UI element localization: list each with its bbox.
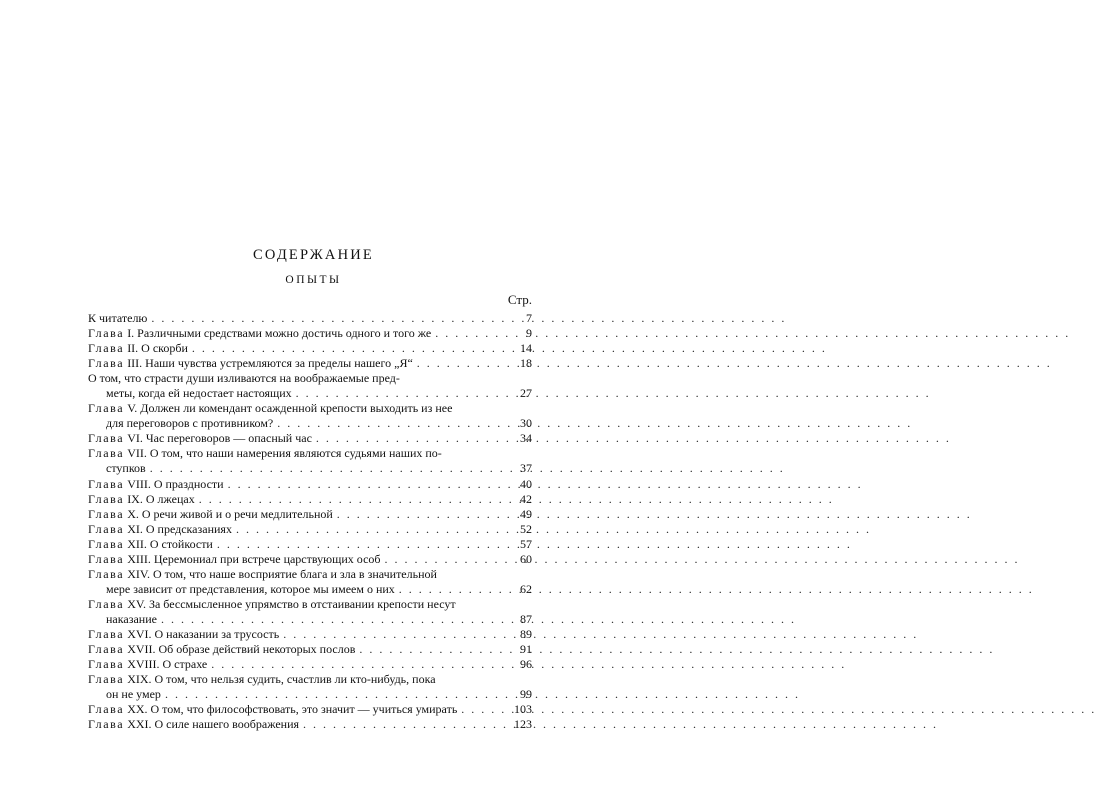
toc-entry-text: Глава II. О скорби (88, 341, 188, 356)
toc-entry (88, 492, 532, 507)
toc-entry-line (88, 477, 532, 492)
toc-entry (88, 597, 532, 627)
toc-entry-text: К читателю (88, 311, 148, 325)
toc-entry-line (88, 431, 532, 446)
toc-entry (88, 446, 532, 476)
dot-leader (457, 702, 502, 717)
toc-entry-page: 40 (520, 476, 532, 491)
dot-leader (273, 416, 502, 431)
toc-entry-text: Глава XIV. О том, что наше восприятие блага и зла в значительной (88, 566, 437, 581)
toc-entry-line (88, 401, 532, 416)
toc-entry-page: 123 (514, 717, 532, 732)
toc-entry (88, 657, 532, 672)
toc-entry (88, 311, 532, 326)
toc-entry-label: Глава (88, 506, 125, 521)
page-column-label: Стр. (507, 292, 532, 307)
dot-leader (213, 537, 502, 552)
dot-leader (279, 627, 502, 642)
toc-entry-line (88, 642, 532, 657)
toc-entry-line (88, 552, 532, 567)
toc-entry-line (88, 582, 532, 597)
dot-leader (312, 431, 502, 446)
toc-title: СОДЕРЖАНИЕ (253, 247, 374, 263)
toc-entry-text: для переговоров с противником? (106, 416, 274, 431)
toc-entry-text: Глава XX. О том, что философствовать, это значит — учиться умирать (88, 702, 458, 717)
toc-entry (88, 627, 532, 642)
toc-entry-label: Глава (88, 717, 125, 732)
toc-entry-line (88, 386, 532, 401)
toc-entry-label: Глава (88, 596, 125, 611)
toc-entry-text: Глава XVIII. О страхе (88, 657, 208, 672)
toc-entry (88, 401, 532, 431)
toc-entry-page: 96 (520, 657, 532, 672)
toc-entry-label: Глава (88, 446, 125, 461)
toc-entry-line (88, 717, 532, 732)
dot-leader (147, 311, 502, 326)
toc-entry-page: 57 (520, 536, 532, 551)
dot-leader (355, 642, 502, 657)
toc-entry-page: 34 (520, 431, 532, 446)
toc-entry-text: Глава III. Наши чувства устремляются за пределы нашего „Я“ (88, 356, 413, 371)
toc-entry-label: Глава (88, 626, 125, 641)
toc-entry-label: Глава (88, 476, 125, 491)
toc-entry-line (88, 507, 532, 522)
toc-entry-page: 89 (520, 626, 532, 641)
dot-leader (188, 341, 502, 356)
toc-entry-text: Глава XVI. О наказании за трусость (88, 626, 280, 641)
toc-entry (88, 702, 532, 717)
toc-entry-page: 7 (526, 311, 532, 325)
toc-entry (88, 507, 532, 522)
toc-entry-text: Глава VIII. О праздности (88, 476, 224, 491)
toc-entry-line (88, 461, 532, 476)
toc-entry-label: Глава (88, 356, 125, 371)
toc-entry-text: Глава VI. Час переговоров — опасный час (88, 431, 312, 446)
dot-leader (395, 582, 502, 597)
toc-entry-page: 91 (520, 642, 532, 657)
toc-entry-text: мере зависит от представления, которое мы имеем о них (106, 581, 395, 596)
toc-entry-line (88, 522, 532, 537)
toc-entry (88, 341, 532, 356)
toc-entry-line (88, 612, 532, 627)
dot-leader (207, 657, 502, 672)
toc-entry-page: 14 (520, 341, 532, 356)
toc-entry-page: 62 (520, 581, 532, 596)
toc-entry-line (88, 326, 532, 341)
toc-entry (88, 371, 532, 401)
toc-entry-line (88, 702, 532, 717)
toc-entry-label: Глава (88, 521, 125, 536)
toc-entry-line (88, 311, 532, 326)
toc-entry-page: 52 (520, 521, 532, 536)
dot-leader (195, 492, 502, 507)
section-title: ОПЫТЫ (285, 274, 342, 286)
toc-entry-line (88, 356, 532, 371)
toc-entry-line (88, 492, 532, 507)
toc-entry-page: 30 (520, 416, 532, 431)
toc-entry-text: Глава XIX. О том, что нельзя судить, счастлив ли кто-нибудь, пока (88, 672, 436, 687)
dot-leader (381, 552, 503, 567)
toc-entry (88, 522, 532, 537)
toc-entry-text: Глава X. О речи живой и о речи медлительной (88, 506, 333, 521)
toc-entry-page: 49 (520, 506, 532, 521)
toc-entry-text: Глава XV. За бессмысленное упрямство в отстаивании крепости несут (88, 596, 456, 611)
dot-leader (157, 612, 502, 627)
toc-entry-label: Глава (88, 657, 125, 672)
toc-entry-page: 18 (520, 356, 532, 371)
dot-leader (224, 477, 502, 492)
toc-entry-text: Глава XXI. О силе нашего воображения (88, 717, 300, 732)
toc-entry-line (88, 446, 532, 461)
toc-entry-text: Глава XII. О стойкости (88, 536, 213, 551)
toc-entry-line (88, 416, 532, 431)
dot-leader (413, 356, 502, 371)
toc-entry-text: ступков (106, 461, 146, 476)
toc-entry-line (88, 657, 532, 672)
toc-entry-line (88, 687, 532, 702)
toc-entry-page: 103 (514, 702, 532, 717)
toc-entry (88, 717, 532, 732)
toc-entry-text: Глава XIII. Церемониал при встрече царствующих особ (88, 551, 381, 566)
toc-entry-label: Глава (88, 341, 125, 356)
dot-leader (232, 522, 502, 537)
toc-entry (88, 326, 532, 341)
toc-entry (88, 672, 532, 702)
toc-entry (88, 537, 532, 552)
toc-entry-line (88, 672, 532, 687)
toc-entry-label: Глава (88, 431, 125, 446)
toc-entry-line (88, 597, 532, 612)
toc-entry (88, 431, 532, 446)
toc-entry-page: 60 (520, 551, 532, 566)
toc-entry-line (88, 341, 532, 356)
toc-entry-page: 99 (520, 687, 532, 702)
toc-entry-text: О том, что страсти души изливаются на воображаемые пред- (88, 371, 400, 386)
toc-entry-text: наказание (106, 611, 157, 626)
toc-entry-text: Глава I. Различными средствами можно достичь одного и того же (88, 326, 432, 341)
dot-leader (292, 386, 502, 401)
toc-entry-label: Глава (88, 491, 125, 506)
toc-entry (88, 552, 532, 567)
toc-entry-text: Глава V. Должен ли комендант осажденной крепости выходить из нее (88, 401, 453, 416)
toc-entry-label: Глава (88, 551, 125, 566)
dot-leader (431, 326, 502, 341)
toc-entry (88, 356, 532, 371)
toc-entry-page: 27 (520, 386, 532, 401)
toc-entry-label: Глава (88, 401, 125, 416)
toc-entry-text: Глава IX. О лжецах (88, 491, 195, 506)
toc-entry-label: Глава (88, 702, 125, 717)
toc-entry-label: Глава (88, 326, 125, 341)
dot-leader (146, 461, 502, 476)
toc-entry-text: Глава XI. О предсказаниях (88, 521, 232, 536)
toc-list (88, 311, 532, 732)
toc-entry-label: Глава (88, 672, 125, 687)
dot-leader (299, 717, 502, 732)
toc-entry-page: 9 (526, 326, 532, 341)
toc-entry (88, 567, 532, 597)
toc-entry-text: Глава XVII. Об образе действий некоторых послов (88, 642, 356, 657)
toc-entry (88, 642, 532, 657)
toc-entry-line (88, 567, 532, 582)
toc-entry-label: Глава (88, 536, 125, 551)
toc-entry-text: меты, когда ей недостает настоящих (106, 386, 292, 401)
toc-entry-label: Глава (88, 642, 125, 657)
toc-entry-page: 87 (520, 611, 532, 626)
dot-leader (333, 507, 502, 522)
toc-entry-page: 37 (520, 461, 532, 476)
toc-entry-line (88, 371, 532, 386)
toc-entry-text: Глава VII. О том, что наши намерения являются судьями наших по- (88, 446, 442, 461)
toc-entry-page: 42 (520, 491, 532, 506)
toc-entry-label: Глава (88, 566, 125, 581)
toc-entry-line (88, 537, 532, 552)
toc-entry-line (88, 627, 532, 642)
toc-entry (88, 477, 532, 492)
toc-entry-text: он не умер (106, 687, 161, 702)
dot-leader (161, 687, 502, 702)
